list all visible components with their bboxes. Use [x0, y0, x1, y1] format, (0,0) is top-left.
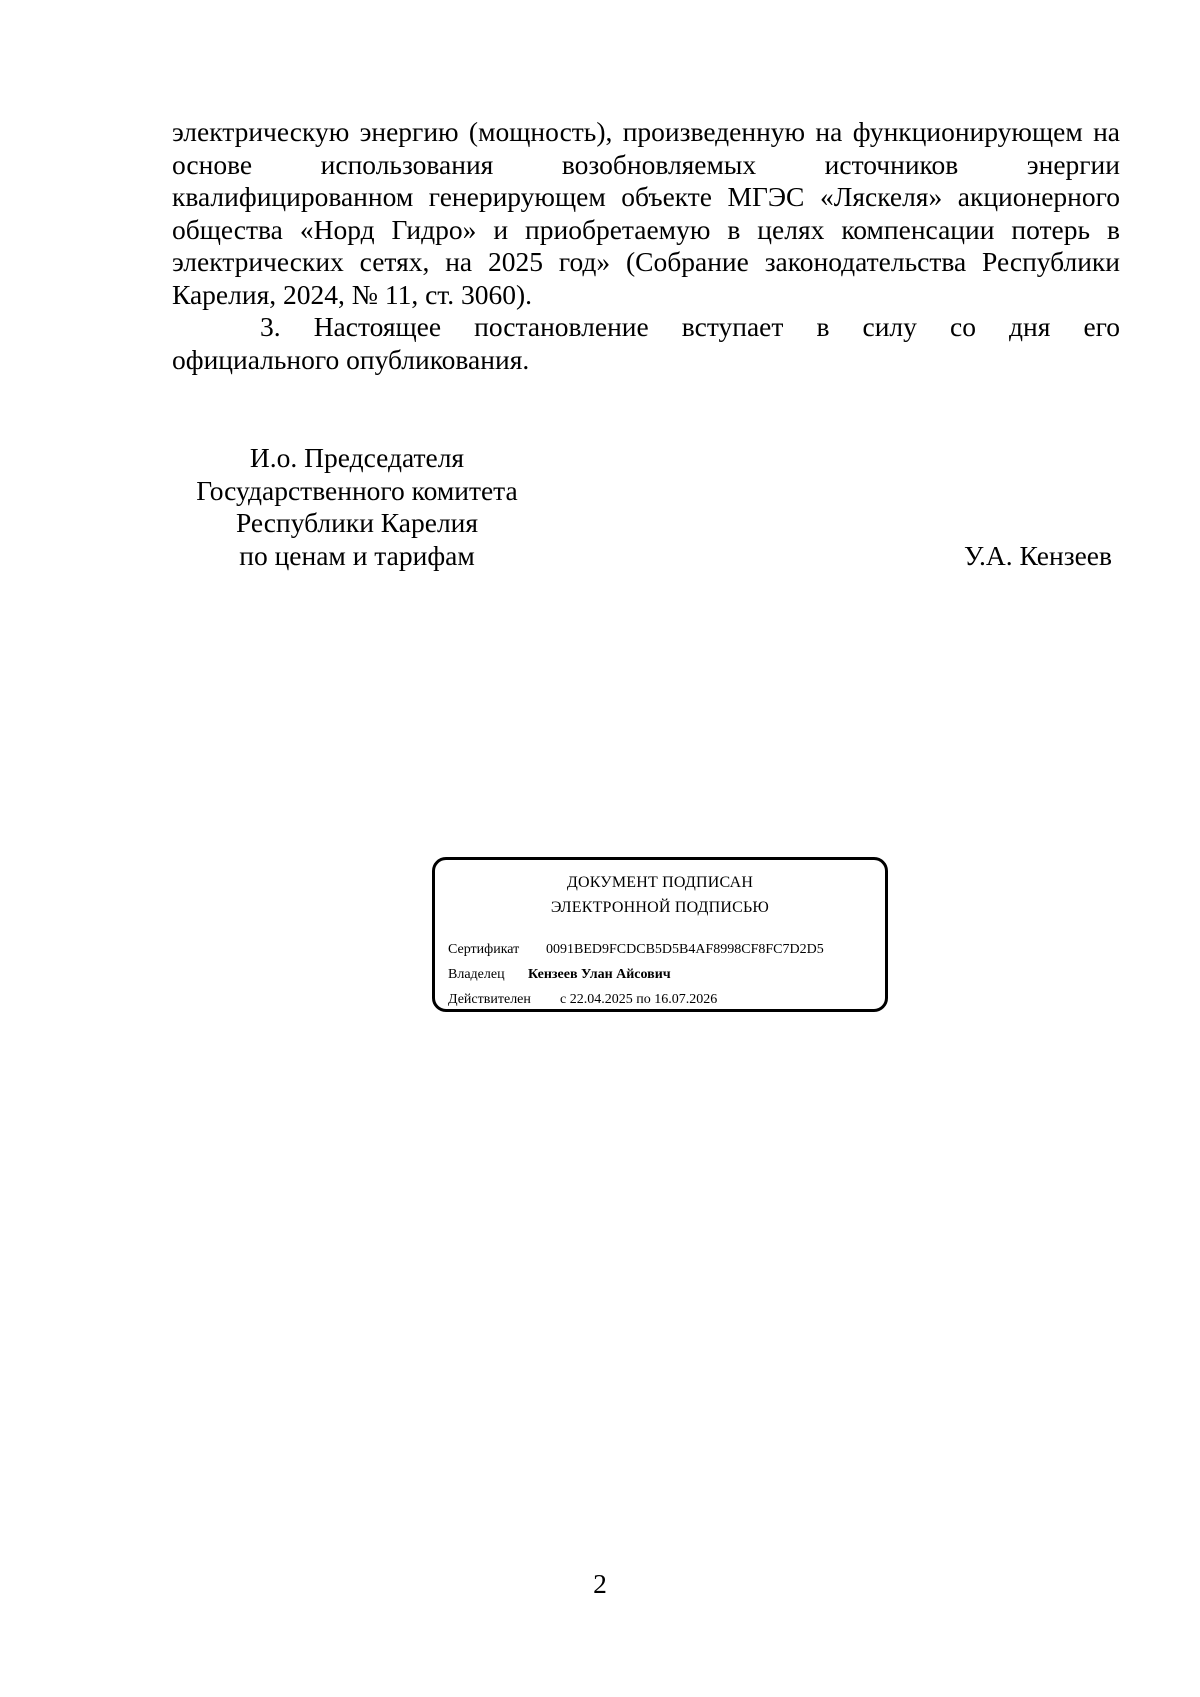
text-line: электрических сетях, на 2025 год» (Собрание законодательства Республики: [172, 246, 1120, 277]
certificate-label: Сертификат: [448, 942, 520, 957]
paragraph-continuation: [172, 116, 1120, 311]
owner-value: Кензеев Улан Айсович: [528, 967, 671, 982]
text-line: Карелия, 2024, № 11, ст. 3060).: [172, 278, 533, 310]
paragraph-3: [172, 311, 1120, 376]
electronic-signature-stamp: [432, 857, 888, 1012]
position-line: И.о. Председателя: [249, 442, 465, 473]
stamp-header-line: ДОКУМЕНТ ПОДПИСАН: [566, 874, 754, 891]
certificate-value: 0091BED9FCDCB5D5B4AF8998CF8FC7D2D5: [546, 942, 824, 957]
document-body: [172, 116, 1120, 376]
text-line: квалифицированном генерирующем объекте МГЭС «Ляскеля» акционерного: [172, 181, 1120, 212]
position-line: Республики Карелия: [235, 507, 479, 538]
text-line: основе использования возобновляемых источников энергии: [172, 148, 1120, 180]
signer-name: У.А. Кензеев: [964, 540, 1112, 571]
stamp-header: [435, 870, 885, 920]
text-line: официального опубликования.: [172, 343, 530, 375]
text-line: общества «Норд Гидро» и приобретаемую в целях компенсации потерь в: [172, 213, 1120, 245]
owner-label: Владелец: [448, 967, 505, 982]
text-line: 3. Настоящее постановление вступает в силу со дня его: [260, 311, 1120, 342]
stamp-header-line: ЭЛЕКТРОННОЙ ПОДПИСЬЮ: [550, 899, 770, 916]
position-line: по ценам и тарифам: [239, 539, 475, 571]
valid-value: с 22.04.2025 по 16.07.2026: [560, 992, 718, 1007]
stamp-validity-row: [448, 991, 717, 1009]
valid-label: Действителен: [448, 992, 531, 1007]
page-number: 2: [593, 1568, 607, 1599]
signatory-position: [172, 442, 542, 572]
stamp-certificate-row: [448, 941, 824, 959]
text-line: электрическую энергию (мощность), произведенную на функционирующем на: [172, 116, 1120, 147]
stamp-owner-row: [448, 966, 671, 984]
position-line: Государственного комитета: [196, 474, 518, 506]
